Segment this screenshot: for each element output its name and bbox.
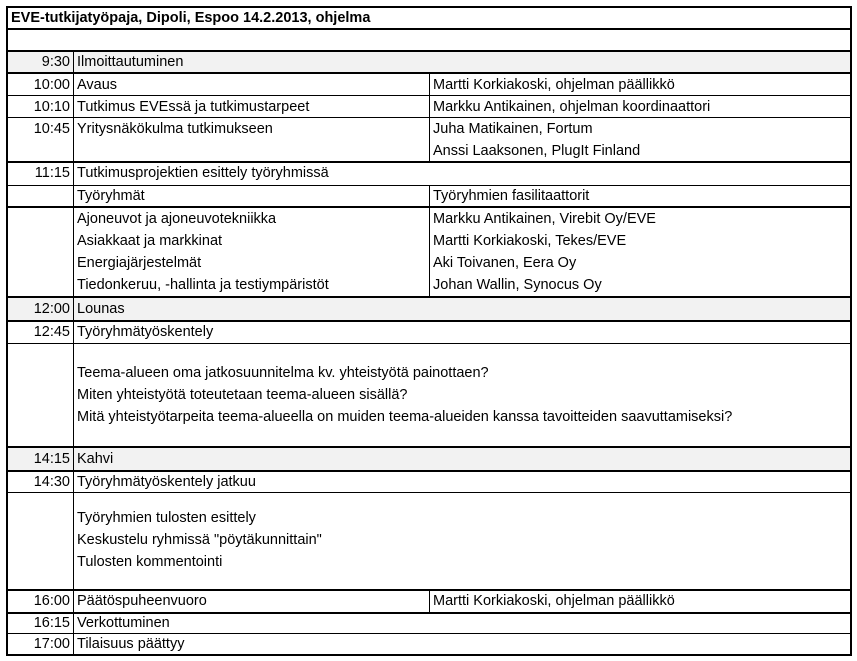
time-cell: 10:45: [33, 121, 70, 137]
gridline: [8, 343, 850, 344]
time-cell: 10:00: [33, 77, 70, 93]
time-cell: 14:30: [33, 474, 70, 490]
group-cell: Energiajärjestelmät: [77, 255, 202, 271]
row-bg-coffee: [8, 448, 850, 470]
time-cell: 16:15: [33, 615, 70, 631]
event-cell: Tutkimus EVEssä ja tutkimustarpeet: [77, 99, 310, 115]
time-cell: 12:00: [33, 301, 70, 317]
person-cell: Martti Korkiakoski, ohjelman päällikkö: [433, 593, 675, 609]
person-cell: Markku Antikainen, ohjelman koordinaattori: [433, 99, 711, 115]
event-cell: Avaus: [77, 77, 118, 93]
question-text: Teema-alueen oma jatkosuunnitelma kv. yhteistyötä painottaen?: [77, 365, 489, 381]
group-cell: Asiakkaat ja markkinat: [77, 233, 223, 249]
gridline: [8, 296, 850, 298]
gridline: [8, 470, 850, 472]
event-cell: Työryhmätyöskentely jatkuu: [77, 474, 256, 490]
activity-text: Keskustelu ryhmissä "pöytäkunnittain": [77, 532, 322, 548]
time-cell: 16:00: [33, 593, 70, 609]
gridline: [8, 446, 850, 448]
time-cell: 12:45: [33, 324, 70, 340]
person-cell: Anssi Laaksonen, PlugIt Finland: [433, 143, 641, 159]
gridline: [8, 50, 850, 52]
row-bg-lunch: [8, 298, 850, 320]
column-divider-person: [429, 185, 430, 296]
gridline: [8, 320, 850, 322]
event-cell: Tutkimusprojektien esittely työryhmissä: [77, 165, 329, 181]
schedule-table: [6, 6, 852, 656]
column-divider-person: [429, 74, 430, 161]
activity-text: Työryhmien tulosten esittely: [77, 510, 256, 526]
working-groups-header: Työryhmät: [77, 188, 145, 204]
gridline: [8, 161, 850, 163]
event-cell: Kahvi: [77, 451, 114, 467]
time-cell: 14:15: [33, 451, 70, 467]
event-cell: Lounas: [77, 301, 125, 317]
facilitator-cell: Aki Toivanen, Eera Oy: [433, 255, 577, 271]
facilitator-cell: Markku Antikainen, Virebit Oy/EVE: [433, 211, 656, 227]
column-divider-person: [429, 589, 430, 612]
event-cell: Verkottuminen: [77, 615, 170, 631]
question-text: Miten yhteistyötä toteutetaan teema-alueen sisällä?: [77, 387, 408, 403]
group-cell: Ajoneuvot ja ajoneuvotekniikka: [77, 211, 277, 227]
event-cell: Yritysnäkökulma tutkimukseen: [77, 121, 273, 137]
time-cell: 10:10: [33, 99, 70, 115]
facilitator-cell: Johan Wallin, Synocus Oy: [433, 277, 602, 293]
activity-text: Tulosten kommentointi: [77, 554, 223, 570]
page-title: EVE-tutkijatyöpaja, Dipoli, Espoo 14.2.2013, ohjelma: [11, 10, 371, 26]
event-cell: Päätöspuheenvuoro: [77, 593, 207, 609]
time-cell: 9:30: [41, 54, 70, 70]
column-divider-time: [73, 52, 74, 656]
event-cell: Työryhmätyöskentely: [77, 324, 214, 340]
person-cell: Juha Matikainen, Fortum: [433, 121, 593, 137]
person-cell: Martti Korkiakoski, ohjelman päällikkö: [433, 77, 675, 93]
time-cell: 11:15: [34, 165, 70, 181]
group-cell: Tiedonkeruu, -hallinta ja testiympäristöt: [77, 277, 329, 293]
time-cell: 17:00: [33, 636, 70, 652]
gridline: [8, 28, 850, 30]
question-text: Mitä yhteistyötarpeita teema-alueella on muiden teema-alueiden kanssa tavoitteiden saavuttamiseksi?: [77, 409, 733, 425]
facilitator-cell: Martti Korkiakoski, Tekes/EVE: [433, 233, 627, 249]
gridline: [8, 492, 850, 493]
event-cell: Tilaisuus päättyy: [77, 636, 185, 652]
facilitators-header: Työryhmien fasilitaattorit: [433, 188, 590, 204]
event-cell: Ilmoittautuminen: [77, 54, 184, 70]
gridline: [8, 633, 850, 634]
